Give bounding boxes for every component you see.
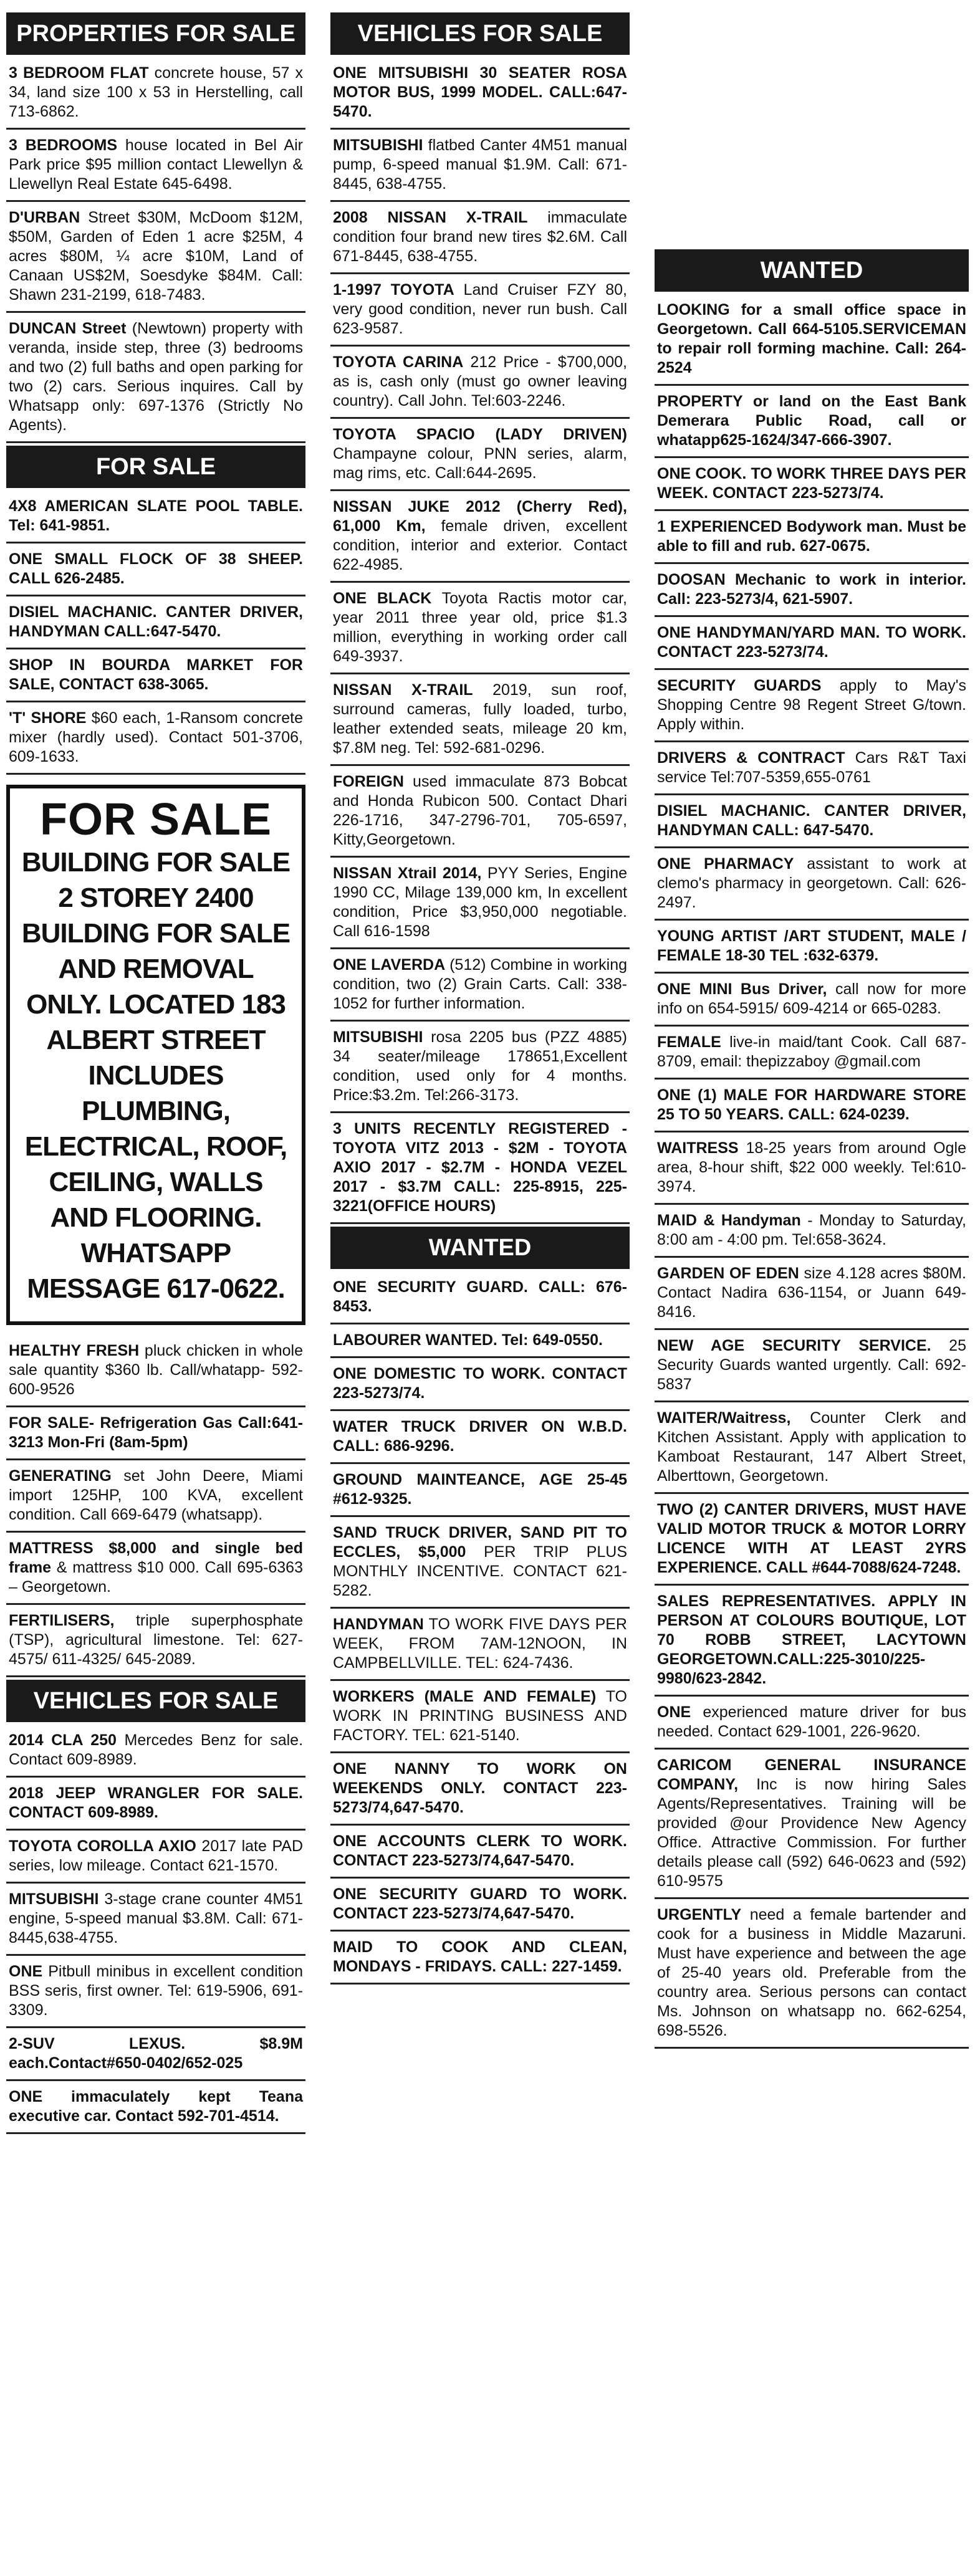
ad-text: 18-25 years from around Ogle area, 8-hour shift, $22 000 weekly. Tel:610-3974.: [657, 1139, 966, 1195]
ad-text: live-in maid/tant Cook. Call 687-8709, email: thepizzaboy @gmail.com: [657, 1033, 966, 1070]
ad-lead: FERTILISERS,: [9, 1612, 115, 1629]
ad-text: Pitbull minibus in excellent condition BSS seris, first owner. Tel: 619-5906, 691-3309.: [9, 1963, 303, 2019]
ad-lead: ONE SMALL FLOCK OF 38 SHEEP. CALL 626-2485.: [9, 550, 303, 587]
ad-lead: ONE (1) MALE FOR HARDWARE STORE 25 TO 50 YEARS. CALL: 624-0239.: [657, 1086, 966, 1123]
ad-text: $60 each, 1-Ransom concrete mixer (hardly used). Contact 501-3706, 609-1633.: [9, 709, 303, 765]
ad-lead: ONE: [657, 1703, 691, 1721]
wanted-list-2: [655, 297, 969, 2049]
ad-lead: MITSUBISHI: [333, 136, 423, 154]
ad-lead: ONE: [9, 1963, 43, 1980]
ad-text: (512) Combine in working condition, two (2) Grain Carts. Call: 338-1052 for further information.: [333, 956, 627, 1012]
ad-lead: 2-SUV LEXUS. $8.9M each.Contact#650-0402/652-025: [9, 2035, 303, 2072]
ad-lead: 1 EXPERIENCED Bodywork man. Must be able to fill and rub. 627-0675.: [657, 518, 966, 555]
classified-ad: [330, 1756, 630, 1826]
ad-text: Cars R&T Taxi service Tel:707-5359,655-0761: [657, 749, 966, 786]
ad-text: pluck chicken in whole sale quantity $360 lb. Call/whatapp- 592-600-9526: [9, 1342, 303, 1398]
column-1: [6, 12, 305, 2137]
ad-lead: TOYOTA CARINA: [333, 353, 464, 371]
ad-text: set John Deere, Miami import 125HP, 100 KVA, excellent condition. Call 669-6479 (whatsapp).: [9, 1467, 303, 1523]
classified-ad: [6, 652, 305, 702]
ad-text: call now for more info on 654-5915/ 609-4214 or 665-0283.: [657, 980, 966, 1017]
ad-text: TO WORK FIVE DAYS PER WEEK, FROM 7AM-12NOON, IN CAMPBELLVILLE. TEL: 624-7436.: [333, 1616, 627, 1672]
classified-ad: [330, 768, 630, 858]
classified-ad: [330, 860, 630, 949]
ad-lead: ONE SECURITY GUARD TO WORK. CONTACT 223-5273/74,647-5470.: [333, 1885, 627, 1922]
classified-ad: [330, 494, 630, 583]
ad-text: 2017 late PAD series, low mileage. Contact 621-1570.: [9, 1837, 303, 1874]
ad-text: 2019, sun roof, surround cameras, fully loaded, turbo, leather extended seats, mileage 20 km, $7.8M neg. Tel: 592-681-0296.: [333, 681, 628, 757]
ad-lead: DRIVERS & CONTRACT: [657, 749, 845, 767]
ad-lead: ONE COOK. TO WORK THREE DAYS PER WEEK. CONTACT 223-5273/74.: [657, 465, 966, 502]
classified-ad: [6, 1338, 305, 1407]
ad-lead: GARDEN OF EDEN: [657, 1265, 799, 1282]
classified-ad: [330, 349, 630, 419]
ad-lead: URGENTLY: [657, 1906, 742, 1923]
for-sale-header: FOR SALE: [6, 446, 305, 488]
ad-lead: ONE SECURITY GUARD. CALL: 676-8453.: [333, 1278, 627, 1315]
ad-lead: TOYOTA SPACIO (LADY DRIVEN): [333, 426, 627, 443]
ad-lead: WAITRESS: [657, 1139, 739, 1157]
classified-ad: [6, 1780, 305, 1831]
ad-lead: MAID TO COOK AND CLEAN, MONDAYS - FRIDAYS. CALL: 227-1459.: [333, 1938, 627, 1975]
ad-text: & mattress $10 000. Call 695-6363 – Georgetown.: [9, 1559, 303, 1596]
ad-text: apply to May's Shopping Centre 98 Regent Street G/town. Apply within.: [657, 677, 966, 733]
classified-ad: [655, 1405, 969, 1494]
ad-text: (Newtown) property with veranda, inside step, three (3) bedrooms and two (2) full baths and open parking for two (2) cars. Serious inquires. Call by Whatsapp only: 697-1376 (Strictly No Agents).: [9, 320, 303, 434]
classified-ad: [655, 976, 969, 1027]
classified-ad: [330, 1327, 630, 1358]
ad-text: Mercedes Benz for sale. Contact 609-8989.: [9, 1731, 304, 1768]
ad-text: triple superphosphate (TSP), agricultural limestone. Tel: 627-4575/ 611-4325/ 645-2089.: [9, 1612, 303, 1668]
ad-lead: 'T' SHORE: [9, 709, 87, 727]
ad-lead: WORKERS (MALE AND FEMALE): [333, 1688, 597, 1705]
column-2: [330, 12, 630, 1987]
ad-lead: ONE MINI Bus Driver,: [657, 980, 827, 998]
classified-ad: [330, 277, 630, 347]
for-sale-list: [6, 493, 305, 775]
ad-lead: 2014 CLA 250: [9, 1731, 117, 1749]
classified-ad: [330, 1414, 630, 1464]
ad-lead: ONE PHARMACY: [657, 855, 794, 873]
classified-ad: [655, 1082, 969, 1132]
classified-ad: [330, 1116, 630, 1224]
ad-text: Inc is now hiring Sales Agents/Representatives. Training will be provided @our Providence New Agency Office. Attractive Commission. For further details please call (592) 646-0623 and (592) 610-9575: [657, 1776, 966, 1890]
classified-ad: [330, 1611, 630, 1681]
classified-ad: [6, 1727, 305, 1778]
classified-ad: [6, 1886, 305, 1956]
classified-ad: [330, 132, 630, 202]
ad-text: female driven, excellent condition, interior and exterior. Contact 622-4985.: [333, 517, 627, 573]
vehicles-for-sale-header-2: VEHICLES FOR SALE: [330, 12, 630, 55]
ad-text: Land Cruiser FZY 80, very good condition, never run bush. Call 623-9587.: [333, 281, 627, 337]
classified-ad: [655, 851, 969, 921]
ad-text: immaculate condition four brand new tires $2.6M. Call 671-8445, 638-4755.: [333, 209, 627, 265]
classified-ad: [655, 1207, 969, 1258]
ad-lead: ONE LAVERDA: [333, 956, 446, 974]
classified-ad: [330, 952, 630, 1022]
ad-lead: 1-1997 TOYOTA: [333, 281, 454, 299]
classified-ad: [655, 673, 969, 742]
ad-lead: 2008 NISSAN X-TRAIL: [333, 209, 528, 226]
ad-text: Street $30M, McDoom $12M, $50M, Garden of Eden 1 acre $25M, 4 acres $80M, ¼ acre $10M, Land of Canaan US$2M, Soesdyke $84M. Call: Shawn 231-2199, 618-7483.: [9, 209, 303, 304]
box-ad-body: BUILDING FOR SALE 2 STOREY 2400 BUILDING FOR SALE AND REMOVAL ONLY. LOCATED 183 ALBERT STREET INCLUDES PLUMBING, ELECTRICAL, ROOF, CEILING, WALLS AND FLOORING. WHATSAPP MESSAGE 617-0622.: [21, 847, 291, 1304]
ad-lead: YOUNG ARTIST /ART STUDENT, MALE / FEMALE 18-30 TEL :632-6379.: [657, 927, 966, 964]
classified-ad: [655, 1699, 969, 1750]
ad-lead: DISIEL MACHANIC. CANTER DRIVER, HANDYMAN CALL: 647-5470.: [657, 802, 966, 839]
vehicles-list-1: [6, 1727, 305, 2134]
classified-ad: [330, 1274, 630, 1324]
classified-ad: [655, 514, 969, 564]
ad-lead: TWO (2) CANTER DRIVERS, MUST HAVE VALID MOTOR TRUCK & MOTOR LORRY LICENCE WITH AT LEAST 2YRS EXPERIENCE. CALL #644-7088/624-7248.: [657, 1501, 966, 1576]
ad-lead: NISSAN JUKE 2012 (Cherry Red), 61,000 Km,: [333, 498, 627, 535]
classified-ad: [330, 1361, 630, 1411]
classified-ad: [330, 1881, 630, 1932]
classified-ad: [655, 388, 969, 458]
vehicles-for-sale-header: VEHICLES FOR SALE: [6, 1680, 305, 1722]
ad-text: PYY Series, Engine 1990 CC, Milage 139,000 km, In excellent condition, Price $3,950,000 negotiable. Call 616-1598: [333, 864, 627, 940]
classified-ad: [655, 1752, 969, 1899]
classified-ad: [655, 567, 969, 617]
ad-text: PER TRIP PLUS MONTHLY INCENTIVE. CONTACT 621-5282.: [333, 1543, 627, 1599]
classified-ad: [655, 798, 969, 848]
ad-lead: ONE ACCOUNTS CLERK TO WORK. CONTACT 223-5273/74,647-5470.: [333, 1832, 627, 1869]
ad-text: concrete house, 57 x 34, land size 100 x 53 in Herstelling, call 713-6862.: [9, 64, 303, 120]
ad-lead: 2018 JEEP WRANGLER FOR SALE. CONTACT 609-8989.: [9, 1784, 303, 1821]
ad-lead: FOR SALE- Refrigeration Gas Call:641-3213 Mon-Fri (8am-5pm): [9, 1414, 303, 1451]
ad-lead: WATER TRUCK DRIVER ON W.B.D. CALL: 686-9296.: [333, 1418, 627, 1455]
classified-ad: [330, 1024, 630, 1113]
ad-text: Champayne colour, PNN series, alarm, mag rims, etc. Call:644-2695.: [333, 445, 627, 482]
classified-ad: [6, 2031, 305, 2081]
ad-lead: ONE DOMESTIC TO WORK. CONTACT 223-5273/74.: [333, 1365, 627, 1402]
ad-lead: MITSUBISHI: [9, 1890, 99, 1908]
ad-text: used immaculate 873 Bobcat and Honda Rubicon 500. Contact Dhari 226-1716, 347-2796-701, 705-6597, Kitty,Georgetown.: [333, 773, 627, 848]
ad-lead: GENERATING: [9, 1467, 112, 1485]
ad-lead: FEMALE: [657, 1033, 721, 1051]
ad-lead: WAITER/Waitress,: [657, 1409, 791, 1427]
ad-lead: MAID & Handyman: [657, 1212, 801, 1229]
ad-text: 212 Price - $700,000, as is, cash only (must go owner leaving country). Call John. Tel:603-2246.: [333, 353, 628, 409]
ad-text: size 4.128 acres $80M. Contact Nadira 636-1154, or Juann 649-8416.: [657, 1265, 966, 1321]
classified-ad: [6, 1410, 305, 1460]
column-3: [655, 249, 969, 2051]
ad-text: experienced mature driver for bus needed. Contact 629-1001, 226-9620.: [657, 1703, 966, 1740]
classified-ad: [6, 705, 305, 775]
ad-lead: 3 UNITS RECENTLY REGISTERED - TOYOTA VITZ 2013 - $2M - TOYOTA AXIO 2017 - $2.7M - HONDA VEZEL 2017 - $3.7M CALL: 225-8915, 225-3221(OFFICE HOURS): [333, 1120, 627, 1215]
ad-text: TO WORK IN PRINTING BUSINESS AND FACTORY. TEL: 621-5140.: [333, 1688, 628, 1744]
box-ad-title: FOR SALE: [39, 795, 272, 845]
classified-ad: [655, 1333, 969, 1402]
classified-ad: [330, 585, 630, 674]
ad-text: Counter Clerk and Kitchen Assistant. Apply with application to Kamboat Restaurant, 147 Albert Street, Alberttown, Georgetown.: [657, 1409, 966, 1485]
ad-lead: TOYOTA COROLLA AXIO: [9, 1837, 196, 1855]
properties-for-sale-header: PROPERTIES FOR SALE: [6, 12, 305, 55]
classified-ad: [330, 1683, 630, 1753]
for-sale-list-2: [6, 1338, 305, 1677]
classified-ad: [6, 493, 305, 543]
building-for-sale-box-ad: [6, 785, 305, 1325]
vehicles-list-2: [330, 60, 630, 1224]
classified-ad: [655, 1588, 969, 1697]
classified-ad: [6, 546, 305, 596]
ad-lead: MATTRESS $8,000 and single bed frame: [9, 1539, 303, 1576]
ad-lead: ONE BLACK: [333, 590, 432, 607]
ad-lead: ONE NANNY TO WORK ON WEEKENDS ONLY. CONTACT 223-5273/74,647-5470.: [333, 1760, 627, 1816]
classified-ad: [655, 461, 969, 511]
ad-lead: 4X8 AMERICAN SLATE POOL TABLE. Tel: 641-9851.: [9, 497, 303, 534]
ad-lead: LABOURER WANTED. Tel: 649-0550.: [333, 1331, 603, 1349]
wanted-header-2: WANTED: [655, 249, 969, 292]
ad-lead: HANDYMAN: [333, 1616, 424, 1633]
ad-lead: DISIEL MACHANIC. CANTER DRIVER, HANDYMAN CALL:647-5470.: [9, 603, 303, 640]
classified-ad: [655, 923, 969, 974]
classified-ad: [655, 297, 969, 386]
classified-ad: [330, 60, 630, 130]
classified-ad: [6, 315, 305, 443]
ad-lead: LOOKING for a small office space in Georgetown. Call 664-5105.SERVICEMAN to repair roll forming machine. Call: 264-2524: [657, 301, 966, 376]
ad-lead: SAND TRUCK DRIVER, SAND PIT TO ECCLES, $5,000: [333, 1524, 627, 1561]
ad-lead: HEALTHY FRESH: [9, 1342, 140, 1359]
wanted-header: WANTED: [330, 1227, 630, 1269]
classified-ad: [655, 1029, 969, 1080]
ad-lead: SECURITY GUARDS: [657, 677, 822, 694]
ad-lead: ONE HANDYMAN/YARD MAN. TO WORK. CONTACT 223-5273/74.: [657, 624, 966, 661]
ad-lead: DOOSAN Mechanic to work in interior. Call: 223-5273/4, 621-5907.: [657, 571, 966, 608]
classified-ad: [655, 745, 969, 795]
ad-lead: PROPERTY or land on the East Bank Demerara Public Road, call or whatapp625-1624/347-666-3907.: [657, 393, 966, 449]
ad-lead: ONE immaculately kept Teana executive car. Contact 592-701-4514.: [9, 2088, 303, 2125]
classified-ad: [655, 1902, 969, 2049]
classified-ad: [6, 1607, 305, 1677]
ad-lead: NISSAN Xtrail 2014,: [333, 864, 482, 882]
ad-lead: FOREIGN: [333, 773, 404, 790]
classified-ad: [6, 132, 305, 202]
ad-lead: SALES REPRESENTATIVES. APPLY IN PERSON AT COLOURS BOUTIQUE, LOT 70 ROBB STREET, LACYTOWN GEORGETOWN.CALL:225-3010/225-9980/623-2842.: [657, 1592, 966, 1687]
classified-ad: [330, 1828, 630, 1879]
classified-ad: [330, 1467, 630, 1517]
wanted-list-1: [330, 1274, 630, 1985]
classified-ad: [6, 1958, 305, 2028]
classified-ad: [655, 1135, 969, 1205]
ad-lead: CARICOM GENERAL INSURANCE COMPANY,: [657, 1756, 966, 1793]
ad-lead: MITSUBISHI: [333, 1028, 423, 1046]
ad-text: rosa 2205 bus (PZZ 4885) 34 seater/mileage 178651,Excellent condition, used only for 4 months. Price:$3.2m. Tel:266-3173.: [333, 1028, 627, 1104]
classified-ad: [6, 1535, 305, 1605]
ad-lead: DUNCAN Street: [9, 320, 127, 337]
classified-ad: [6, 1833, 305, 1884]
ad-text: house located in Bel Air Park price $95 million contact Llewellyn & Llewellyn Real Estate 645-6498.: [9, 136, 303, 193]
classified-ad: [6, 204, 305, 313]
classified-ad: [330, 421, 630, 491]
classified-ad: [6, 1463, 305, 1533]
ad-lead: D'URBAN: [9, 209, 80, 226]
ad-lead: 3 BEDROOM FLAT: [9, 64, 149, 82]
ad-text: - Monday to Saturday, 8:00 am - 4:00 pm. Tel:658-3624.: [657, 1212, 966, 1248]
ad-text: Toyota Ractis motor car, year 2011 three year old, price $1.3 million, everything in working order call 649-3937.: [333, 590, 627, 665]
classified-ad: [655, 620, 969, 670]
ad-text: assistant to work at clemo's pharmacy in georgetown. Call: 626-2497.: [657, 855, 966, 911]
ad-lead: SHOP IN BOURDA MARKET FOR SALE, CONTACT 638-3065.: [9, 656, 303, 693]
classified-ad: [655, 1496, 969, 1586]
classified-ad: [330, 1934, 630, 1985]
classified-ad: [330, 677, 630, 766]
properties-list: [6, 60, 305, 443]
ad-lead: NISSAN X-TRAIL: [333, 681, 473, 699]
classified-ad: [6, 599, 305, 649]
ad-text: 25 Security Guards wanted urgently. Call: 692-5837: [657, 1337, 966, 1393]
classified-ad: [330, 1520, 630, 1609]
ad-text: need a female bartender and cook for a business in Middle Mazaruni. Must have experience and between the age of 25-40 years old. Preferable from the country area. Serious persons can contact Ms. Johnson on whatsapp no. 662-6254, 698-5526.: [657, 1906, 966, 2039]
classified-ad: [6, 2084, 305, 2134]
classified-ad: [6, 60, 305, 130]
ad-text: 3-stage crane counter 4M51 engine, 5-speed manual $3.8M. Call: 671-8445,638-4755.: [9, 1890, 303, 1946]
ad-lead: GROUND MAINTEANCE, AGE 25-45 #612-9325.: [333, 1471, 627, 1508]
classified-ad: [655, 1260, 969, 1330]
ad-lead: ONE MITSUBISHI 30 SEATER ROSA MOTOR BUS, 1999 MODEL. CALL:647-5470.: [333, 64, 627, 120]
ad-lead: 3 BEDROOMS: [9, 136, 118, 154]
ad-text: flatbed Canter 4M51 manual pump, 6-speed manual $1.9M. Call: 671-8445, 638-4755.: [333, 136, 627, 193]
classified-ad: [330, 204, 630, 274]
ad-lead: NEW AGE SECURITY SERVICE.: [657, 1337, 931, 1354]
